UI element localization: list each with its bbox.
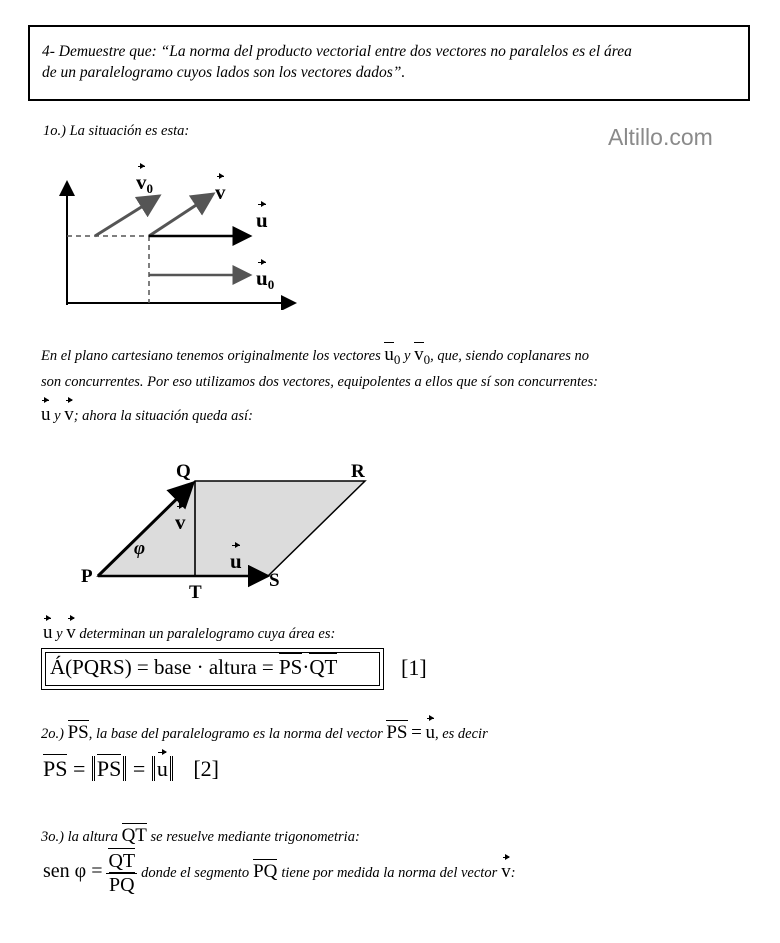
step3-pq: PQ [253,861,278,883]
formula-ps: PS [278,655,303,679]
norm-u-inner: u [156,756,168,781]
fig1-label-v0 [136,170,153,197]
para-y: y [404,348,411,364]
step2-u: u [425,722,435,743]
problem-statement-box [28,25,750,101]
fig2-label-u [230,549,242,574]
fig1-u-letter: u [256,208,268,232]
step1-title: 1o.) La situación es esta: [43,123,190,139]
fig1-v0-letter: v [136,170,147,194]
sine-num: QT [108,850,136,872]
area-formula [50,655,337,680]
formula-dot: · [302,655,310,679]
step3-text-b: donde el segmento [141,865,250,882]
problem-line-2: de un paralelogramo cuyos lados son los vectores dados”. [42,64,406,81]
fig1-u0-sub: 0 [267,277,275,292]
para-v: v [64,404,74,425]
formula-qt: QT [309,655,338,679]
det-v: v [66,622,76,643]
norm-eq2: = [132,756,146,781]
sine-lhs: sen φ = [43,860,103,883]
formula-tag-1: [1] [401,655,427,680]
paragraph-line-2: son concurrentes. Por eso utilizamos dos vectores, equipolentes a ellos que sí son concurrentes: [41,374,598,390]
norm-eq1: = [72,756,86,781]
step3-colon: : [510,865,516,882]
det-u: u [43,622,53,643]
det-rest: determinan un paralelogramo cuya área es: [79,626,336,642]
step2-text-b: , es decir [434,726,488,742]
step2-eq: = [411,722,422,743]
step2-line [41,722,488,744]
step2-text-a: , la base del paralelogramo es la norma del vector [88,726,383,742]
watermark: Altillo.com [608,124,713,150]
fig1-v0-sub: 0 [146,181,153,196]
sine-equation [43,850,516,897]
determine-line [43,622,335,644]
problem-statement [42,41,742,83]
step2-label: 2o.) [41,726,64,742]
fig1-label-v [215,180,226,205]
para-u0-sub: 0 [393,352,401,367]
fig2-u-letter: u [230,549,242,573]
para-v0: v [414,344,424,365]
para-l1-text-b: , que, siendo coplanares no [430,348,590,364]
norm-ps-inner: PS [96,756,122,781]
fig2-label-v [175,510,186,535]
paragraph-line-3 [41,404,253,426]
norm-ps: PS [43,756,68,781]
vector-v [149,194,213,236]
fig1-label-u0 [256,266,274,293]
norm-equation [43,756,219,782]
step3-text: se resuelve mediante trigonometria: [150,829,360,845]
fig2-label-S: S [269,570,280,591]
step3-qt: QT [121,825,147,846]
fig1-label-u [256,208,268,233]
step2-ps: PS [67,722,89,743]
step3-line [41,825,360,847]
vector-v0 [95,196,159,236]
sine-fraction [106,850,137,897]
fig1-u0-letter: u [256,266,268,290]
fig2-label-R: R [351,461,365,482]
step3-text-c: tiene por medida la norma del vector [281,865,498,882]
para-v0-sub: 0 [423,352,431,367]
paragraph-line-1 [41,344,589,368]
step2-ps2: PS [386,722,408,743]
problem-line-1: 4- Demuestre que: “La norma del producto vectorial entre dos vectores no paralelos es el área [42,43,632,60]
formula-area-text: Á(PQRS) = base · altura = [50,655,274,679]
para-y2: y [54,408,61,424]
fig2-label-phi: φ [134,538,146,559]
fig1-v-letter: v [215,180,226,204]
det-y: y [56,626,63,642]
step3-v: v [501,861,511,883]
fig2-label-T: T [189,582,202,603]
norm-tag-2: [2] [193,756,219,781]
fig2-label-Q: Q [176,461,191,482]
para-u0: u [384,344,394,365]
step3-label: 3o.) la altura [41,829,118,845]
fig2-v-letter: v [175,510,186,534]
para-u: u [41,404,51,425]
sine-den: PQ [109,874,135,896]
fig2-label-P: P [81,566,93,587]
para-l1-text-a: En el plano cartesiano tenemos originalmente los vectores [41,348,381,364]
para-l3-rest: ; ahora la situación queda así: [73,408,253,424]
